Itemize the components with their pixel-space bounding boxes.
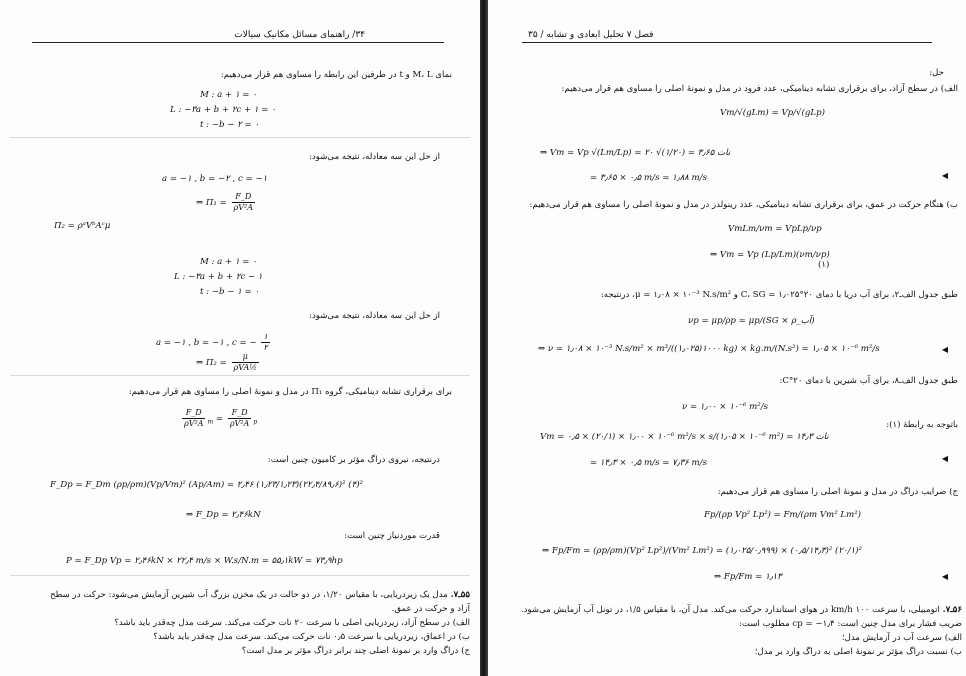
equation: VmLm/νm = VpLp/νp [728,224,822,234]
equation: F_Dp = F_Dm (ρp/ρm)(Vp/Vm)² (Ap/Am) = ۲٫۴۶ (۱٫۲۳/۱٫۲۳)(۲۲٫۴/۸۹٫۶)² (۴)² [50,480,363,490]
equation: ⇒ Vm = Vp (Lp/Lm)(νm/νp) [710,250,830,260]
text-line: آزاد و حرکت در عمق. [391,604,470,614]
text-line: از حل این سه معادله، نتیجه می‌شود: [309,152,440,162]
faded-rule [10,137,470,138]
text-line: قدرت موردنیاز چنین است: [344,531,440,541]
text-line: ج) دراگ وارد بر نمونهٔ اصلی چند برابر دراگ مؤثر بر مدل است؟ [241,646,470,656]
text-line: ب) هنگام حرکت در عمق، برای برقراری تشابه دینامیکی، عدد رینولدز در مدل و نمونهٔ اصلی را مساوی هم قرار می‌دهیم: [529,200,958,210]
margin-arrow-icon: ◀ [941,345,948,354]
header-rule [32,42,444,43]
equation: t : −b − ۱ = ۰ [200,287,260,297]
margin-arrow-icon: ◀ [941,454,948,463]
equation: ν = ۱٫۰۰ × ۱۰⁻⁶ m²/s [682,402,769,412]
equation: ⇒ Fp/Fm = (ρp/ρm)(Vp² Lp²)/(Vm² Lm²) = (۱٫۰۲۵/۰٫۹۹۹) × (۰٫۵/۱۴٫۳)² (۲۰/۱)² [542,546,862,556]
book-gutter [480,0,488,676]
text-line: ج) ضرایب دراگ در مدل و نمونهٔ اصلی را مساوی هم قرار می‌دهیم: [717,487,958,497]
equation: M : a + ۱ = ۰ [200,90,257,100]
equation: Vm/√(gLm) = Vp/√(gLp) [720,108,825,118]
equation: νp = μp/ρp = μp/(SG × ρ_آب) [688,316,815,326]
equation: ⇒ Π₁ = $\frac{F\_D}{\text{ρV²A}}$ [196,192,254,212]
margin-arrow-icon: ◀ [941,171,948,180]
header-rule [522,42,932,43]
equation: ⇒ Π₂ = μ ρVA½ [196,352,258,372]
equation: L : −۳a + b + ۲c − ۱ [174,272,263,282]
text-line: ب) نسبت دراگ مؤثر بر نمونهٔ اصلی به دراگ وارد بر مدل؛ [754,647,962,657]
equation: Fp/(ρp Vp² Lp²) = Fm/(ρm Vm² Lm²) [704,510,862,520]
text-line: الف) سرعت آب در آزمایش مدل؛ [841,633,962,643]
text-line: طبق جدول الف‌ـ۸، برای آب شیرین با دمای ۲۰°C: [779,376,958,386]
text-line: طبق جدول الف‌ـ۲، برای آب دریا با دمای ۲۰°C، SG = ۱٫۰۲۵ و μ = ۱٫۰۸ × ۱۰⁻³ N.s/m²، درنتیجه: [600,290,958,300]
right-page [488,0,966,676]
text-line: حل: [929,68,944,78]
left-page-header: ۳۴/ راهنمای مسائل مکانیک سیالات [234,30,365,40]
text-line: درنتیجه، نیروی دراگ مؤثر بر کامیون چنین است: [267,455,440,465]
equation: Π₂ = ρᵃVᵇAᶜμ [54,221,111,231]
equation: Vm = ۰٫۵ × (۲۰/۱) × ۱٫۰۰ × ۱۰⁻⁶ m²/s × s/(۱٫۰۵ × ۱۰⁻⁶ m²) = ۱۴٫۳ نات [540,432,829,442]
equation: t : −b − ۲ = ۰ [200,120,260,130]
equation: P = F_Dp Vp = ۲٫۴۶kN × ۲۲٫۴ m/s × W.s/N.m = ۵۵٫۱kW = ۷۳٫۹hp [66,556,343,566]
equation-number: (۱) [818,260,830,270]
equation: = ۱۴٫۳ × ۰٫۵ m/s = ۷٫۳۶ m/s [590,458,707,468]
problem-55: ۵۵ـ۷. مدل یک زیردریایی، با مقیاس ۱/۲۰، در دو حالت در یک مخزن بزرگ آب شیرین آزمایش می‌شود: حرکت در سطح [50,590,470,600]
text-line: ضریب فشار برای مدل چنین است: cp = −۱٫۴ مطلوب است: [739,619,962,629]
equation: ⇒ F_Dp = ۲٫۴۶kN [186,510,261,520]
equation: = ۳٫۶۵ × ۰٫۵ m/s = ۱٫۸۸ m/s [590,173,707,183]
text-line: برای برقراری تشابه دینامیکی، گروه Π₁ در مدل و نمونهٔ اصلی را مساوی هم قرار می‌دهیم: [128,387,452,397]
equation: a = −۱ , b = −۲ , c = −۱ [162,174,268,184]
text-line: از حل این سه معادله، نتیجه می‌شود: [309,311,440,321]
equation: L : −۳a + b + ۲c + ۱ = ۰ [170,105,276,115]
faded-rule [10,575,470,576]
equation: M : a + ۱ = ۰ [200,257,257,267]
faded-rule [10,375,470,376]
margin-arrow-icon: ◀ [941,572,948,581]
equation: ⇒ Vm = Vp √(Lm/Lp) = ۲۰ √(۱/۲۰) = ۳٫۶۵ نات [540,148,731,158]
right-page-header: فصل ۷ تحلیل ابعادی و تشابه / ۳۵ [528,30,654,40]
text-line: الف) در سطح آزاد، زیردریایی اصلی با سرعت ۲۰ نات حرکت می‌کند. سرعت مدل چه‌قدر باید باشد؟ [114,618,470,628]
text-line: باتوجه به رابطهٔ (۱): [886,420,958,430]
problem-56: ۵۶ـ۷. اتومبیلی، با سرعت ۱۰۰ km/h در هوای استاندارد حرکت می‌کند. مدل آن، با مقیاس ۱/۵، در تونل آب آزمایش می‌شود. [520,605,962,615]
equation: ⇒ Fp/Fm = ۱٫۱۳ [714,572,782,582]
text-line: نمای M، L و t در طرفین این رابطه را مساوی هم قرار می‌دهیم: [220,70,452,80]
equation: a = −۱ , b = −۱ , c = − ۱ ۲ [156,332,268,352]
equation: $\frac{F\_D}{\text{ρV²A}}$ $_m$ = $\frac{F\_D}{\text{ρV²A}}$ $_p$ [184,408,258,428]
text-line: ب) در اعماق، زیردریایی با سرعت ۰٫۵ نات حرکت می‌کند. سرعت مدل چه‌قدر باید باشد؟ [153,632,470,642]
text-line: الف) در سطح آزاد، برای برقراری تشابه دینامیکی، عدد فرود در مدل و نمونهٔ اصلی را مساوی هم قرار می‌دهیم: [561,84,958,94]
equation: ⇒ ν = ۱٫۰۸ × ۱۰⁻³ N.s/m² × m³/((۱٫۰۲۵)۱۰۰۰ kg) × kg.m/(N.s²) = ۱٫۰۵ × ۱۰⁻⁶ m²/s [538,344,880,354]
left-page [0,0,480,676]
